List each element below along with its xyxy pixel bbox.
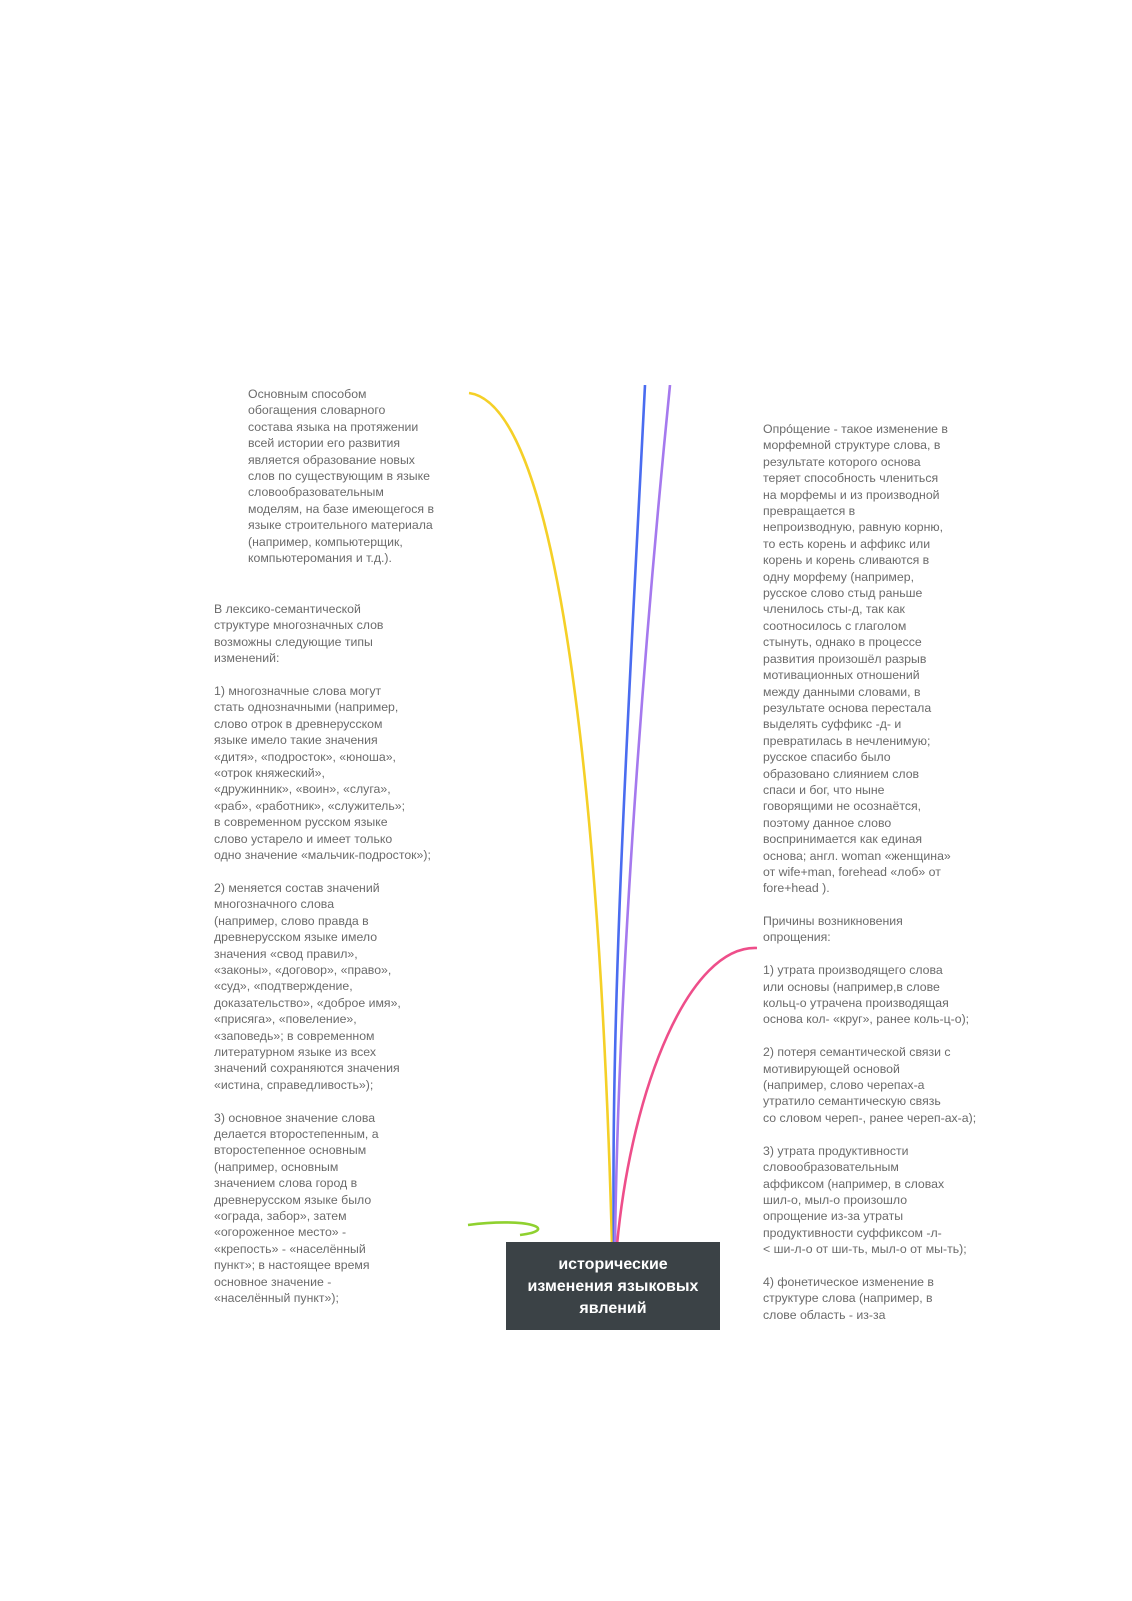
node-simplification[interactable]: Опрóщение - такое изменение в морфемной структуре слова, в результате которого основа теряет способность члениться на морфемы и из производной превращается в непроизводную, равную корню, то есть корень и аффикс или корень и корень сливаются в одну морфему (например, русское слово стыд раньше членилось сты-д, так как соотносилось с глаголом стынуть, однако в процессе развития произошёл разрыв мотивационных отношений между данными словами, в результате основа перестала выделять суффикс -д- и превратилась в нечленимую; русское спасибо было образовано слиянием слов спаси и бог, что ныне говорящими не осознаётся, поэтому данное слово воспринимается как единая основа; англ. woman «женщина» от wife+man, forehead «лоб» от fore+head ). — [763, 422, 951, 896]
node-semantic-changes[interactable]: В лексико-семантической структуре многозначных слов возможны следующие типы изменений: 1) многозначные слова могут стать однозначными (например, слово отрок в древнерусском языке имело такие значения «дитя», «подросток», «юноша», «отрок княжеский», «дружинник», «воин», «слуга», «раб», «работник», «служитель»; в современном русском языке слово устарело и имеет только одно значение «мальчик-подросток»); 2) меняется состав значений многозначного слова (например, слово правда в древнерусском языке имело значения «свод правил», «законы», «договор», «право», «суд», «подтверждение, доказательство», «доброе имя», «присяга», «повеление», «заповедь»; в современном литературном языке из всех значений сохраняются значения «истина, справедливость»); 3) основное значение слова делается второстепенным, а второстепенное основным (например, основным значением слова город в древнерусском языке было «ограда, забор», затем «огороженное место» - «крепость» - «населённый пункт»; в настоящее время основное значение - «населённый пункт»); — [214, 602, 431, 1306]
branch-yellow — [469, 393, 612, 1245]
branch-pink — [617, 948, 757, 1245]
node-word-formation[interactable]: Основным способом обогащения словарного состава языка на протяжении всей истории его развития является образование новых слов по существующим в языке словообразовательным моделям, на базе имеющегося в языке строительного материала (например, компьютерщик, компьютеромания и т.д.). — [248, 387, 435, 566]
branch-green — [468, 1222, 538, 1235]
mind-map-viewport — [0, 385, 1132, 1330]
node-simplification-causes[interactable]: Причины возникновения опрощения: 1) утрата производящего слова или основы (например,в слове кольц-о утрачена производящая основа кол- «круг», ранее коль-ц-о); 2) потеря семантической связи с мотивирующей основой (например, слово черепах-а утратило семантическую связь со словом череп-, ранее череп-ах-а); 3) утрата продуктивности словообразовательным аффиксом (например, в словах шил-о, мыл-о произошло опрощение из-за утраты продуктивности суффиксом -л- < ши-л-о от ши-ть, мыл-о от мы-ть); 4) фонетическое изменение в структуре слова (например, в слове область - из-за — [763, 914, 977, 1322]
central-topic[interactable]: исторические изменения языковых явлений — [506, 1242, 720, 1330]
